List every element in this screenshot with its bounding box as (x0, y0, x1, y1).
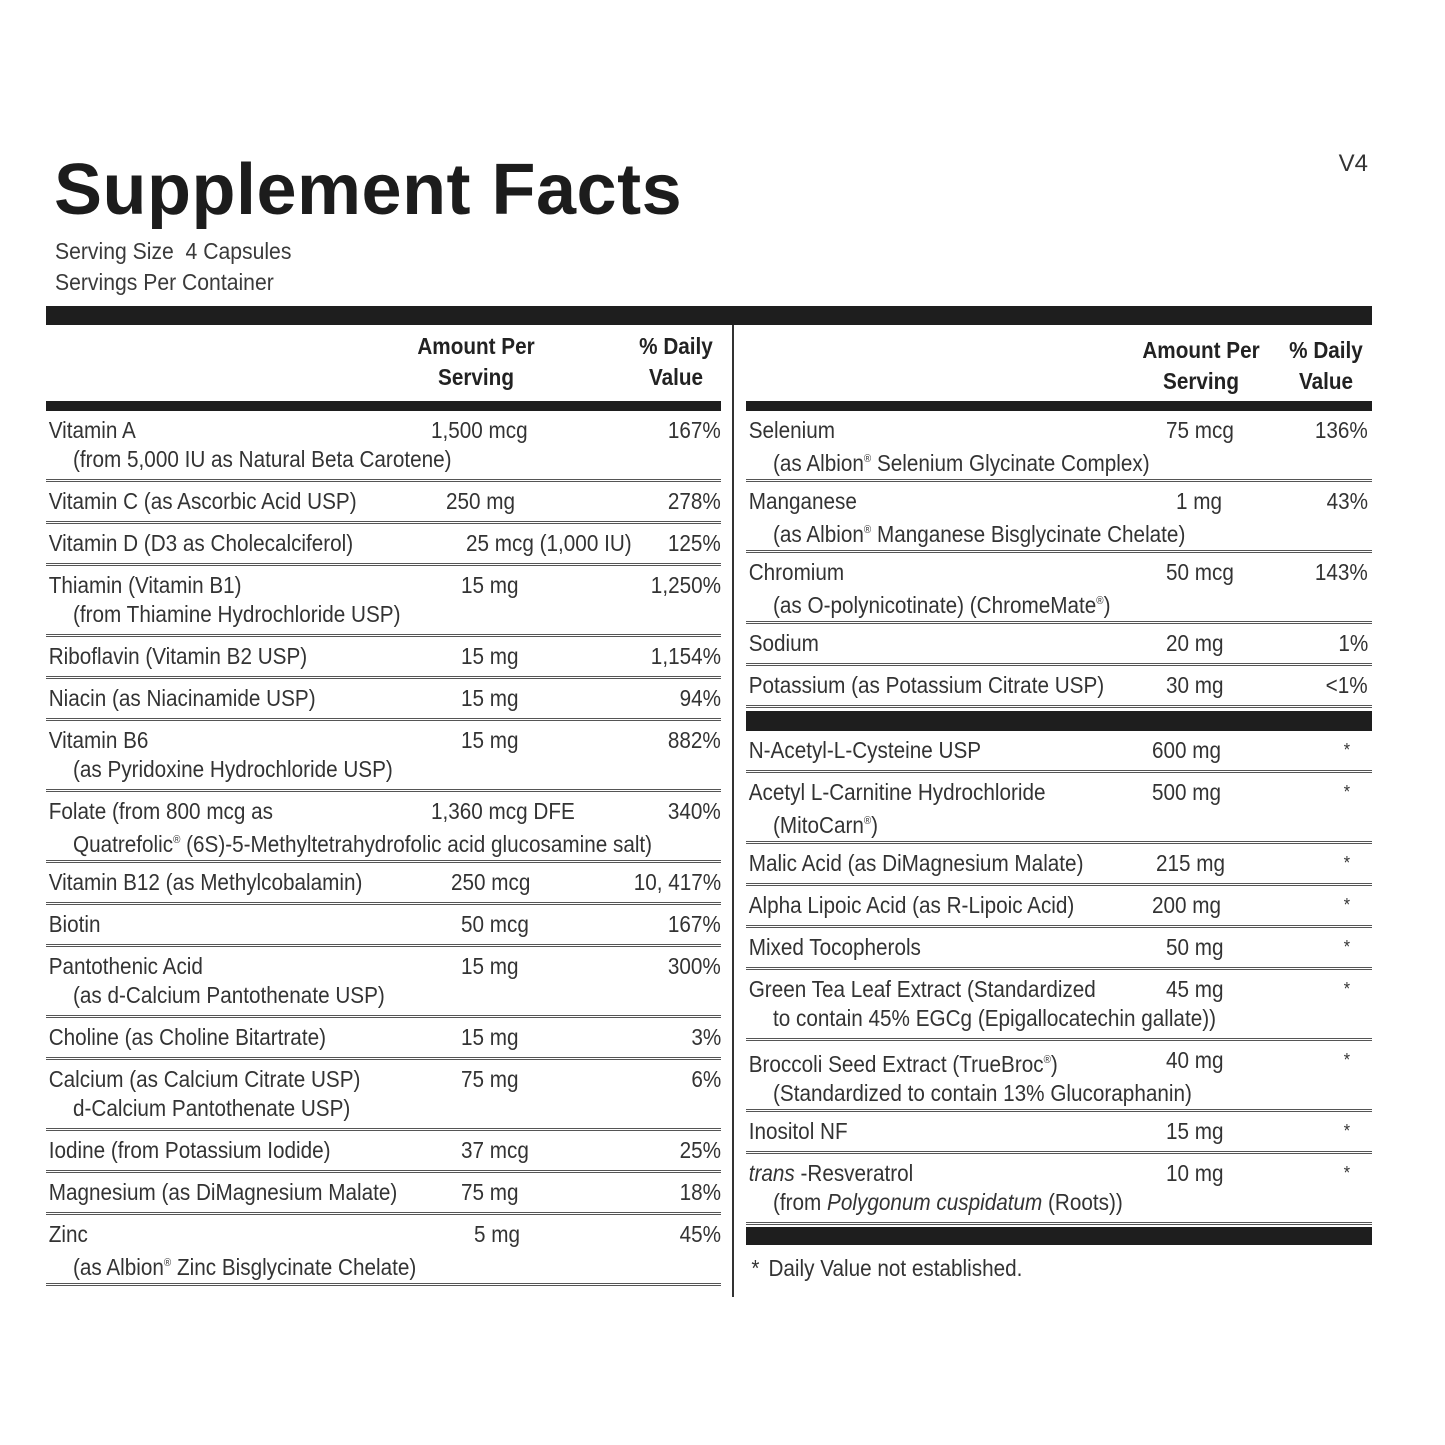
ingredient-name: Broccoli Seed Extract (TrueBroc®) (748, 1051, 1058, 1077)
amount-per-serving: 15 mg (461, 1024, 519, 1050)
amount-per-serving: 50 mg (1166, 934, 1224, 960)
ingredient-row (746, 1112, 1372, 1154)
amount-per-serving: 15 mg (461, 572, 519, 598)
left-rows (46, 411, 721, 1286)
amount-per-serving: 1,500 mcg (431, 417, 528, 443)
amount-per-serving: 45 mg (1166, 976, 1224, 1002)
ingredient-row (746, 482, 1372, 553)
right-column-header (746, 325, 1372, 401)
daily-value-percent: <1% (1325, 672, 1368, 698)
ingredient-source: (as Pyridoxine Hydrochloride USP) (73, 756, 393, 782)
ingredient-name: Alpha Lipoic Acid (as R-Lipoic Acid) (748, 892, 1075, 918)
ingredient-row (46, 482, 721, 524)
daily-value-percent: * (1343, 895, 1350, 915)
ingredient-row (746, 731, 1372, 773)
ingredient-name: Acetyl L-Carnitine Hydrochloride (748, 779, 1046, 805)
amount-per-serving: 200 mg (1152, 892, 1222, 918)
ingredient-name: Selenium (748, 417, 836, 443)
daily-value-percent: * (1343, 1121, 1350, 1141)
ingredient-name: Vitamin B6 (48, 727, 149, 753)
daily-value-percent: 340% (668, 798, 721, 824)
amount-per-serving: 10 mg (1166, 1160, 1224, 1186)
supplement-facts-panel (36, 140, 1390, 1320)
ingredient-row (46, 1173, 721, 1215)
ingredient-name: Mixed Tocopherols (748, 934, 921, 960)
header-rule (46, 401, 721, 411)
servings-per-container: Servings Per Container (55, 269, 274, 295)
amount-per-serving: 50 mcg (1166, 559, 1234, 585)
amount-per-serving: 1 mg (1176, 488, 1223, 514)
ingredient-row (46, 637, 721, 679)
daily-value-percent: 3% (691, 1024, 721, 1050)
ingredient-source: (from Polygonum cuspidatum (Roots)) (773, 1189, 1123, 1215)
ingredient-row (746, 1154, 1372, 1225)
daily-value-percent: * (1343, 1050, 1350, 1070)
ingredient-name: Vitamin B12 (as Methylcobalamin) (48, 869, 363, 895)
ingredient-row (746, 411, 1372, 482)
ingredient-row (46, 411, 721, 482)
serving-size: Serving Size 4 Capsules (55, 238, 292, 264)
left-column (46, 325, 721, 1286)
amount-per-serving: 250 mcg (451, 869, 531, 895)
daily-value-percent: 10, 417% (633, 869, 721, 895)
left-column-header (46, 325, 721, 401)
ingredient-source: (Standardized to contain 13% Glucoraphanin) (773, 1080, 1192, 1106)
top-thick-rule (46, 306, 1372, 325)
ingredient-name: Niacin (as Niacinamide USP) (48, 685, 316, 711)
amount-per-serving: 75 mg (461, 1066, 519, 1092)
ingredient-source: (as Albion® Zinc Bisglycinate Chelate) (73, 1254, 417, 1280)
ingredient-source: (as Albion® Selenium Glycinate Complex) (773, 450, 1150, 476)
version-label: V4 (1338, 150, 1368, 177)
other-ingredient-rows (746, 731, 1372, 1225)
ingredient-row (46, 947, 721, 1018)
daily-value-percent: 143% (1315, 559, 1368, 585)
daily-value-percent: * (1343, 937, 1350, 957)
ingredient-row (46, 1018, 721, 1060)
ingredient-row (46, 1131, 721, 1173)
amount-per-serving: 15 mg (461, 727, 519, 753)
header-rule (746, 401, 1372, 411)
ingredient-name: Manganese (748, 488, 857, 514)
ingredient-row (46, 1060, 721, 1131)
ingredient-row (46, 524, 721, 566)
daily-value-percent: 278% (668, 488, 721, 514)
ingredient-row (46, 721, 721, 792)
ingredient-row (746, 773, 1372, 844)
amount-per-serving: 5 mg (474, 1221, 521, 1247)
ingredient-row (46, 679, 721, 721)
ingredient-row (746, 886, 1372, 928)
daily-value-percent: 167% (668, 911, 721, 937)
ingredient-name: Zinc (48, 1221, 88, 1247)
amount-per-serving: 1,360 mcg DFE (431, 798, 575, 824)
daily-value-percent: 6% (691, 1066, 721, 1092)
amount-per-serving: 15 mg (461, 643, 519, 669)
column-divider (732, 325, 734, 1297)
bottom-thick-rule (746, 1227, 1372, 1245)
daily-value-percent: 300% (668, 953, 721, 979)
amount-per-serving: 20 mg (1166, 630, 1224, 656)
ingredient-name: Vitamin D (D3 as Cholecalciferol) (48, 530, 354, 556)
ingredient-source: (from Thiamine Hydrochloride USP) (73, 601, 401, 627)
ingredient-name: Riboflavin (Vitamin B2 USP) (48, 643, 308, 669)
ingredient-row (46, 566, 721, 637)
ingredient-name: Chromium (748, 559, 845, 585)
section-thick-rule (746, 711, 1372, 731)
ingredient-row (746, 666, 1372, 708)
daily-value-percent: 882% (668, 727, 721, 753)
amount-per-serving: 600 mg (1152, 737, 1222, 763)
ingredient-row (746, 624, 1372, 666)
ingredient-source: (as Albion® Manganese Bisglycinate Chelate) (773, 521, 1186, 547)
footnote (746, 1245, 1309, 1282)
ingredient-name: N-Acetyl-L-Cysteine USP (748, 737, 982, 763)
ingredient-name: Thiamin (Vitamin B1) (48, 572, 242, 598)
daily-value-percent: 1,154% (650, 643, 721, 669)
amount-per-serving: 15 mg (1166, 1118, 1224, 1144)
amount-per-serving: 37 mcg (461, 1137, 529, 1163)
ingredient-name: Magnesium (as DiMagnesium Malate) (48, 1179, 398, 1205)
daily-value-percent: 45% (679, 1221, 721, 1247)
ingredient-row (746, 928, 1372, 970)
serving-info (55, 236, 291, 298)
ingredient-name: Malic Acid (as DiMagnesium Malate) (748, 850, 1084, 876)
daily-value-percent: * (1343, 1163, 1350, 1183)
amount-per-serving: 30 mg (1166, 672, 1224, 698)
daily-value-percent: 1,250% (650, 572, 721, 598)
ingredient-name: Vitamin C (as Ascorbic Acid USP) (48, 488, 357, 514)
ingredient-source: (MitoCarn®) (773, 812, 879, 838)
ingredient-name: Folate (from 800 mcg as (48, 798, 274, 824)
ingredient-name: Biotin (48, 911, 101, 937)
ingredient-name: Inositol NF (748, 1118, 848, 1144)
amount-header: Amount Per Serving (1142, 337, 1260, 394)
amount-per-serving: 75 mg (461, 1179, 519, 1205)
daily-value-percent: * (1343, 853, 1350, 873)
footnote-asterisk: * (751, 1255, 760, 1281)
amount-header: Amount Per Serving (417, 333, 535, 390)
amount-per-serving: 40 mg (1166, 1047, 1224, 1073)
amount-per-serving: 75 mcg (1166, 417, 1234, 443)
ingredient-row (46, 863, 721, 905)
amount-per-serving: 50 mcg (461, 911, 529, 937)
daily-value-percent: 167% (668, 417, 721, 443)
ingredient-row (746, 844, 1372, 886)
ingredient-row (746, 1041, 1372, 1112)
daily-value-percent: 125% (668, 530, 721, 556)
ingredient-name: Iodine (from Potassium Iodide) (48, 1137, 331, 1163)
ingredient-source: (from 5,000 IU as Natural Beta Carotene) (73, 446, 452, 472)
ingredient-row (746, 970, 1372, 1041)
right-column (746, 325, 1372, 1282)
daily-value-percent: 18% (679, 1179, 721, 1205)
ingredient-name: Vitamin A (48, 417, 136, 443)
ingredient-source: (as O-polynicotinate) (ChromeMate®) (773, 592, 1111, 618)
daily-value-header: % Daily Value (1289, 337, 1363, 394)
ingredient-name: Potassium (as Potassium Citrate USP) (748, 672, 1105, 698)
amount-per-serving: 25 mcg (1,000 IU) (466, 530, 632, 556)
ingredient-source: to contain 45% EGCg (Epigallocatechin gallate)) (773, 1005, 1217, 1031)
ingredient-name: Pantothenic Acid (48, 953, 203, 979)
ingredient-name: Calcium (as Calcium Citrate USP) (48, 1066, 361, 1092)
daily-value-percent: 136% (1315, 417, 1368, 443)
daily-value-percent: 25% (679, 1137, 721, 1163)
page-title: Supplement Facts (54, 150, 683, 230)
daily-value-percent: 94% (679, 685, 721, 711)
daily-value-percent: 1% (1338, 630, 1368, 656)
ingredient-source: (as d-Calcium Pantothenate USP) (73, 982, 385, 1008)
footnote-text: Daily Value not established. (768, 1255, 1023, 1281)
amount-per-serving: 500 mg (1152, 779, 1222, 805)
daily-value-percent: 43% (1326, 488, 1368, 514)
amount-per-serving: 215 mg (1156, 850, 1226, 876)
amount-per-serving: 15 mg (461, 685, 519, 711)
amount-per-serving: 250 mg (446, 488, 516, 514)
ingredient-row (46, 792, 721, 863)
daily-value-percent: * (1343, 740, 1350, 760)
daily-value-percent: * (1343, 979, 1350, 999)
amount-per-serving: 15 mg (461, 953, 519, 979)
ingredient-source: d-Calcium Pantothenate USP) (73, 1095, 351, 1121)
ingredient-name: Choline (as Choline Bitartrate) (48, 1024, 326, 1050)
ingredient-name: Sodium (748, 630, 819, 656)
ingredient-row (46, 905, 721, 947)
ingredient-name: Green Tea Leaf Extract (Standardized (748, 976, 1096, 1002)
ingredient-row (46, 1215, 721, 1286)
ingredient-row (746, 553, 1372, 624)
ingredient-name: trans -Resveratrol (748, 1160, 914, 1186)
daily-value-header: % Daily Value (639, 333, 713, 390)
daily-value-percent: * (1343, 782, 1350, 802)
ingredient-source: Quatrefolic® (6S)-5-Methyltetrahydrofolic acid glucosamine salt) (73, 831, 653, 857)
mineral-rows (746, 411, 1372, 708)
